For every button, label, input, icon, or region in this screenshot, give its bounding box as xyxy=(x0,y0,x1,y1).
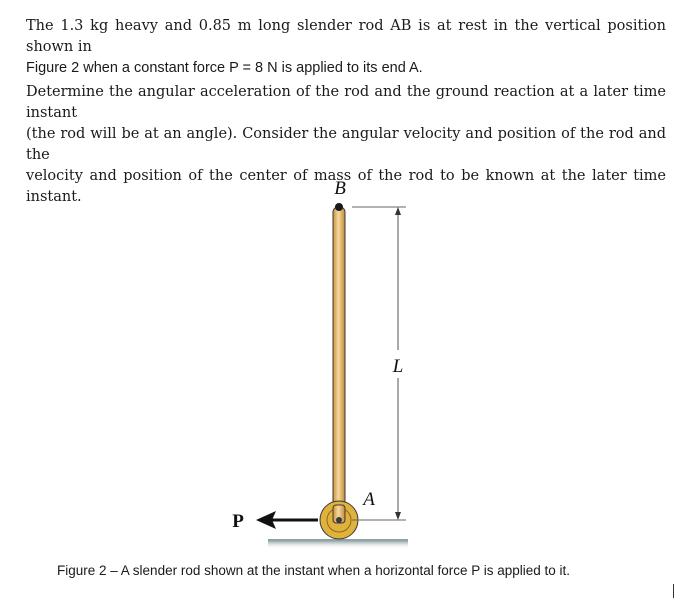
dimension-arrow-up xyxy=(395,207,401,215)
ground-surface xyxy=(268,540,408,549)
end-b-pin xyxy=(335,203,343,211)
figure-2 xyxy=(0,160,691,560)
problem-line-2: Figure 2 when a constant force P = 8 N is applied to its end A. xyxy=(26,60,423,76)
figure-caption: Figure 2 – A slender rod shown at the instant when a horizontal force P is applied to it. xyxy=(57,563,571,578)
text-cursor xyxy=(673,584,674,598)
label-l: L xyxy=(392,356,404,377)
end-a-pin xyxy=(336,517,342,523)
label-b: B xyxy=(334,178,346,199)
problem-line-3: Determine the angular acceleration of the rod and the ground reaction at a later time instant xyxy=(26,84,666,121)
problem-line-4: (the rod will be at an angle). Consider the angular velocity and position of the rod and the xyxy=(26,126,666,163)
dimension-arrow-down xyxy=(395,512,401,520)
rod-ab xyxy=(333,207,345,523)
label-a: A xyxy=(363,489,375,510)
problem-line-1: The 1.3 kg heavy and 0.85 m long slender rod AB is at rest in the vertical position shown in xyxy=(26,18,666,55)
label-p: P xyxy=(232,511,244,532)
problem-line-5: velocity and position of the center of mass of the rod to be known at the later time instant. xyxy=(26,168,666,205)
problem-statement-1 xyxy=(26,16,666,79)
